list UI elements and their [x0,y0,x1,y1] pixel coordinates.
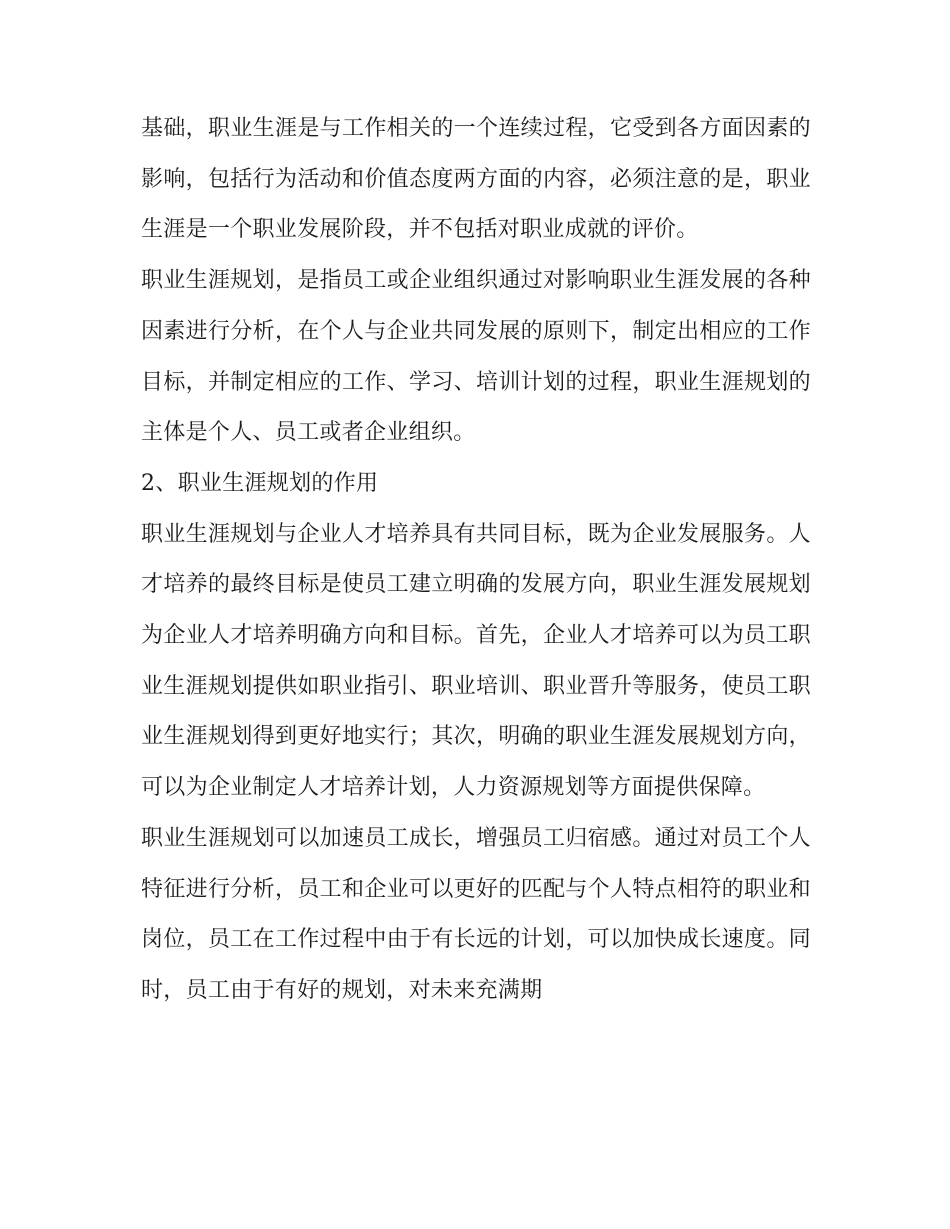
paragraph-career-definition: 基础，职业生涯是与工作相关的一个连续过程，它受到各方面因素的影响，包括行为活动和价值态度两方面的内容，必须注意的是，职业生涯是一个职业发展阶段，并不包括对职业成就的评价。 [141,116,811,243]
paragraph-career-planning-definition: 职业生涯规划，是指员工或企业组织通过对影响职业生涯发展的各种因素进行分析，在个人与企业共同发展的原则下，制定出相应的工作目标，并制定相应的工作、学习、培训计划的过程，职业生涯规划的主体是个人、员工或者企业组织。 [141,268,811,446]
paragraph-employee-growth: 职业生涯规划可以加速员工成长，增强员工归宿感。通过对员工个人特征进行分析，员工和企业可以更好的匹配与个人特点相符的职业和岗位，员工在工作过程中由于有长远的计划，可以加快成长速度。同时，员工由于有好的规划，对未来充满期 [141,825,811,1003]
document-page [141,104,811,1017]
paragraph-shared-goals: 职业生涯规划与企业人才培养具有共同目标，既为企业发展服务。人才培养的最终目标是使员工建立明确的发展方向，职业生涯发展规划为企业人才培养明确方向和目标。首先，企业人才培养可以为员工职业生涯规划提供如职业指引、职业培训、职业晋升等服务，使员工职业生涯规划得到更好地实行；其次，明确的职业生涯发展规划方向，可以为企业制定人才培养计划，人力资源规划等方面提供保障。 [141,521,811,801]
section-heading-career-planning-role: 2、职业生涯规划的作用 [141,470,379,496]
